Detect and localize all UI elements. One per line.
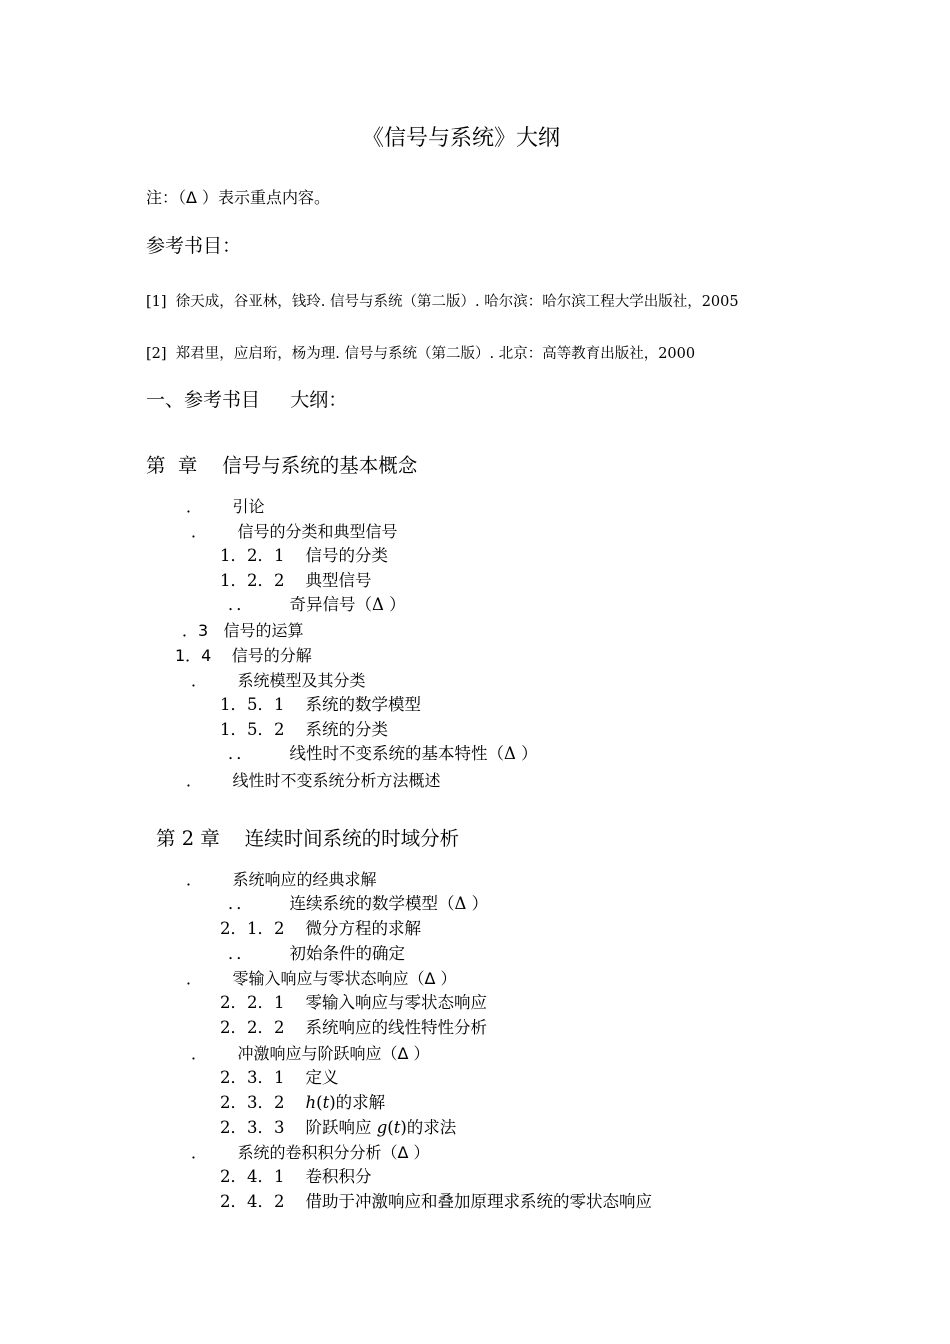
outline-item: 1．2．1 信号的分类	[220, 546, 388, 565]
math-symbol-t: t	[322, 1093, 330, 1112]
outline-item: ． 系统响应的经典求解	[186, 870, 377, 889]
outline-item: 1．5．2 系统的分类	[220, 720, 388, 739]
reference-item-2: [2] 郑君里，应启珩，杨为理. 信号与系统（第二版）. 北京：高等教育出版社，2000	[146, 346, 696, 362]
math-paren: (	[387, 1118, 394, 1137]
outline-item-suffix: )的求法	[400, 1118, 457, 1137]
outline-item: 1．5．1 系统的数学模型	[220, 695, 421, 714]
outline-item: ．3 信号的运算	[182, 621, 304, 640]
outline-item-suffix: )的求解	[329, 1093, 386, 1112]
outline-item-impulse-response	[220, 1095, 385, 1112]
outline-item: 2．3．1 定义	[220, 1068, 339, 1087]
outline-item-prefix: 2．3．2	[220, 1093, 306, 1112]
references-heading: 参考书目：	[146, 235, 242, 257]
outline-item: 2．1．2 微分方程的求解	[220, 919, 421, 938]
reference-item-1: [1] 徐天成，谷亚林，钱玲. 信号与系统（第二版）. 哈尔滨：哈尔滨工程大学出版社，2005	[146, 294, 739, 310]
outline-item: ．． 奇异信号（Δ ）	[228, 595, 406, 614]
chapter-2-title: 第 2 章 连续时间系统的时域分析	[156, 827, 460, 850]
outline-item: ．． 连续系统的数学模型（Δ ）	[228, 894, 489, 913]
outline-item: ． 引论	[186, 497, 265, 516]
outline-item: 2．2．1 零输入响应与零状态响应	[220, 993, 487, 1012]
outline-item-step-response	[220, 1120, 456, 1137]
key-content-note: 注：（Δ ）表示重点内容。	[146, 188, 331, 207]
math-paren: (	[316, 1093, 323, 1112]
outline-item: ． 系统模型及其分类	[191, 671, 366, 690]
math-symbol-g: g	[376, 1118, 388, 1137]
outline-item: 2．4．1 卷积积分	[220, 1167, 372, 1186]
outline-item: ． 系统的卷积积分分析（Δ ）	[191, 1143, 430, 1162]
document-title: 《信号与系统》大纲	[362, 126, 561, 151]
outline-item: 1．4 信号的分解	[175, 646, 312, 665]
outline-item: ． 信号的分类和典型信号	[191, 522, 398, 541]
math-symbol-t: t	[393, 1118, 401, 1137]
math-symbol-h: h	[305, 1093, 317, 1112]
outline-item: ． 线性时不变系统分析方法概述	[186, 771, 441, 790]
outline-item: ．． 初始条件的确定	[228, 944, 405, 963]
chapter-1-title: 第 章 信号与系统的基本概念	[146, 454, 418, 477]
outline-item: ． 冲激响应与阶跃响应（Δ ）	[191, 1044, 430, 1063]
section-heading: 一、参考书目 大纲：	[146, 389, 348, 411]
outline-item-prefix: 2．3．3 阶跃响应	[220, 1118, 377, 1137]
outline-item: ．． 线性时不变系统的基本特性（Δ ）	[228, 744, 538, 763]
outline-item: 1．2．2 典型信号	[220, 571, 372, 590]
outline-item: ． 零输入响应与零状态响应（Δ ）	[186, 969, 457, 988]
outline-item: 2．4．2 借助于冲激响应和叠加原理求系统的零状态响应	[220, 1192, 652, 1211]
outline-item: 2．2．2 系统响应的线性特性分析	[220, 1018, 487, 1037]
